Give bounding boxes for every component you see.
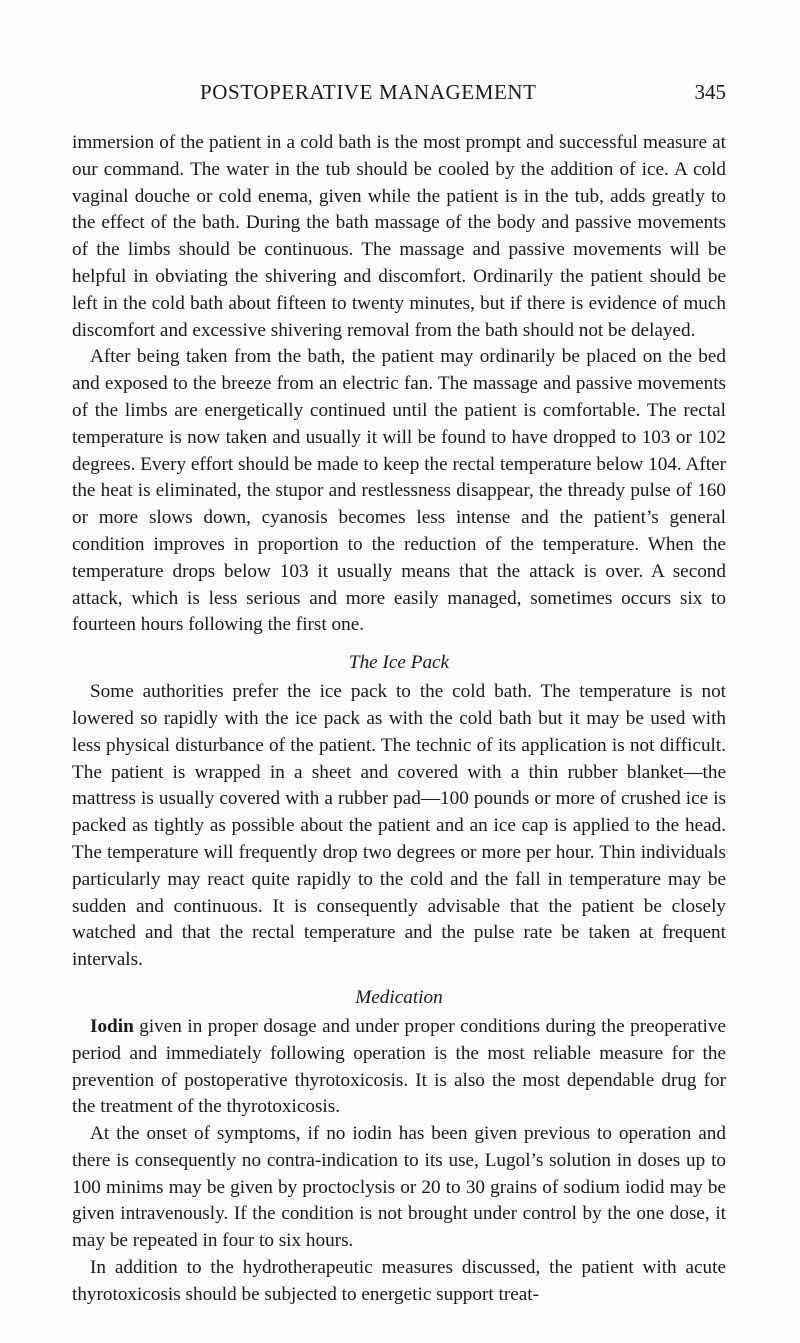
- section-heading-medication: Medication: [355, 986, 443, 1008]
- paragraph-after-bath: After being taken from the bath, the patient may ordinarily be placed on the bed and exposed to the breeze from an electric fan. The massage and passive movements of the limbs are energetically continued until the patient is comfortable. The rectal temperature is now taken and usually it will be found to have dropped to 103 or 102 degrees. Every effort should be made to keep the rectal temperature below 104. After the heat is eliminated, the stupor and restlessness disappear, the thready pulse of 160 or more slows down, cyanosis becomes less intense and the patient’s general condition improves in proportion to the reduction of the temperature. When the temperature drops below 103 it usually means that the attack is over. A second attack, which is less serious and more easily managed, sometimes occurs six to fourteen hours following the first one.: [72, 346, 726, 636]
- paragraph-iodin: [72, 1014, 726, 1121]
- book-page: [72, 80, 726, 1309]
- paragraph-cold-bath-continued: immersion of the patient in a cold bath is the most prompt and successful measure at our command. The water in the tub should be cooled by the addition of ice. A cold vaginal douche or cold enema, given while the patient is in the tub, adds greatly to the effect of the bath. During the bath massage of the body and passive movements of the limbs should be continuous. The massage and passive movements will be helpful in obviating the shivering and discomfort. Ordinarily the patient should be left in the cold bath about fifteen to twenty minutes, but if there is evidence of much discomfort and excessive shivering removal from the bath should not be delayed.: [72, 132, 726, 341]
- running-header: [72, 80, 726, 112]
- section-heading-ice-pack: The Ice Pack: [348, 652, 450, 674]
- paragraph-lugols-solution: At the onset of symptoms, if no iodin has been given previous to operation and there is consequently no contra-indication to its use, Lugol’s solution in doses up to 100 minims may be given by proctoclysis or 20 to 30 grains of sodium iodid may be given intravenously. If the condition is not brought under control by the one dose, it may be repeated in four to six hours.: [72, 1123, 726, 1252]
- running-title: POSTOPERATIVE MANAGEMENT: [200, 80, 537, 104]
- paragraph-iodin-text: given in proper dosage and under proper conditions during the preoperative period and immediately following operation is the most reliable measure for the prevention of postoperative thyrotoxicosis. It is also the most dependable drug for the treatment of the thyrotoxicosis.: [72, 1015, 726, 1118]
- paragraph-ice-pack: Some authorities prefer the ice pack to the cold bath. The temperature is not lowered so rapidly with the ice pack as with the cold bath but it may be used with less physical disturbance of the patient. The technic of its application is not difficult. The patient is wrapped in a sheet and covered with a thin rubber blanket—the mattress is usually covered with a rubber pad—100 pounds or more of crushed ice is packed as tightly as possible about the patient and an ice cap is applied to the head. The temperature will frequently drop two degrees or more per hour. Thin individuals particularly may react quite rapidly to the cold and the fall in temperature may be sudden and continuous. It is consequently advisable that the patient be closely watched and that the rectal temperature and the pulse rate be taken at frequent intervals.: [72, 681, 726, 971]
- bold-lead-term: Iodin: [90, 1015, 134, 1037]
- page-number: 345: [694, 80, 726, 104]
- paragraph-hydrotherapeutic: In addition to the hydrotherapeutic measures discussed, the patient with acute thyrotoxicosis should be subjected to energetic support treat-: [72, 1257, 726, 1305]
